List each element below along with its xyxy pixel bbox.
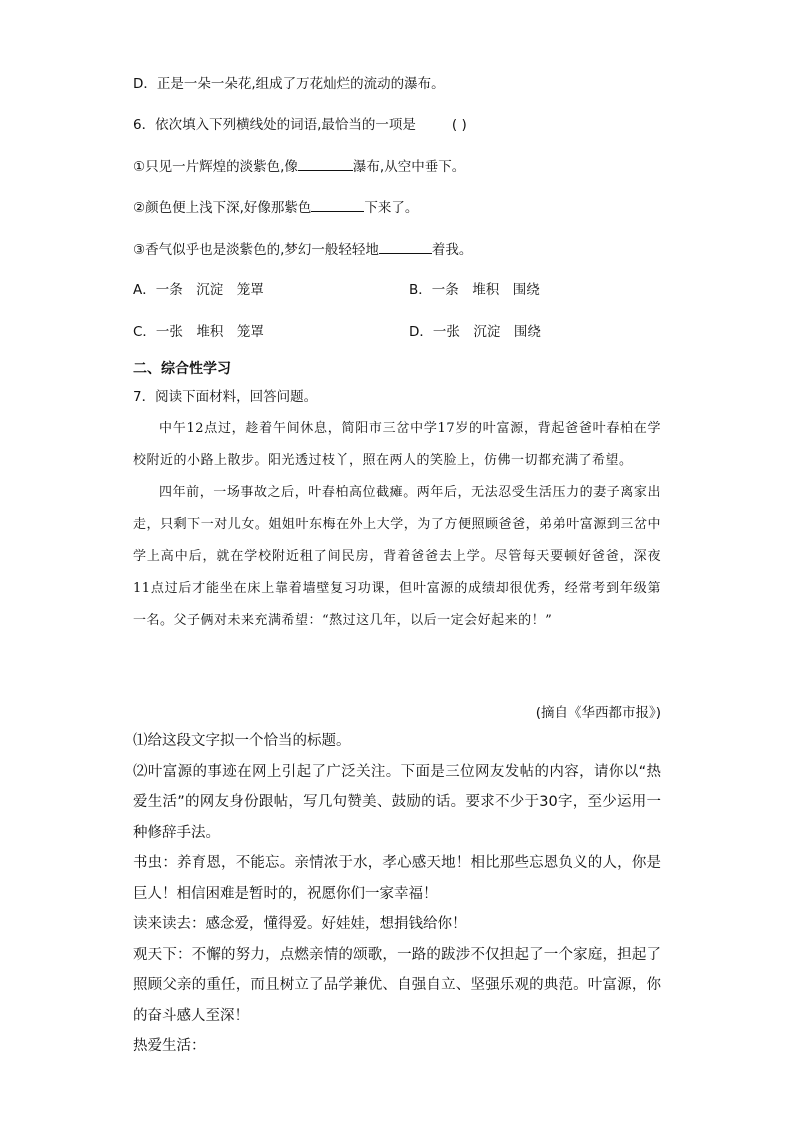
q6-blank-1: [298, 157, 353, 171]
q6-option-b: B．一条 堆积 围绕: [409, 282, 540, 298]
q6-stem-text: 6．依次填入下列横线处的词语,最恰当的一项是: [133, 117, 416, 133]
q6-answer-paren: ( ): [451, 117, 467, 133]
q6-stem: [133, 116, 467, 134]
sub-question-1: ⑴给这段文字拟一个恰当的标题。: [133, 733, 351, 749]
q6-sentence-3: [133, 240, 472, 259]
q6-s2-post: 下来了。: [364, 200, 419, 216]
sub-question-2: ⑵叶富源的事迹在网上引起了广泛关注。下面是三位网友发帖的内容，请你以“热爱生活”的网友身份跟帖，写几句赞美、鼓励的话。要求不少于30字，至少运用一种修辞手法。: [133, 763, 661, 841]
q6-option-c: C．一张 堆积 笼罩: [133, 324, 264, 340]
section-title: 二、综合性学习: [133, 361, 231, 377]
q6-s1-pre: ①只见一片辉煌的淡紫色,像: [133, 159, 298, 175]
netizen-post-3: 观天下：不懈的努力，点燃亲情的颂歌，一路的跋涉不仅担起了一个家庭，担起了照顾父亲的重任，而且树立了品学兼优、自强自立、坚强乐观的典范。叶富源，你的奋斗感人至深！: [133, 946, 661, 1024]
q6-sentence-2: [133, 198, 418, 217]
netizen-post-2: 读来读去：感念爱，懂得爱。好娃娃，想捐钱给你！: [133, 916, 467, 932]
passage-paragraph-2: 四年前，一场事故之后，叶春柏高位截瘫。两年后，无法忍受生活压力的妻子离家出走，只剩下一对儿女。姐姐叶东梅在外上大学，为了方便照顾爸爸，弟弟叶富源到三岔中学上高中后，就在学校附近租了间民房，背着爸爸去上学。尽管每天要顿好爸爸，深夜11点过后才能坐在床上靠着墙壁复习功课，但叶富源的成绩却很优秀，经常考到年级第一名。父子俩对未来充满希望：“熬过这几年，以后一定会好起来的！”: [133, 485, 661, 628]
netizen-post-1: 书虫：养育恩，不能忘。亲情浓于水，孝心感天地！相比那些忘恩负义的人，你是巨人！相信困难是暂时的，祝愿你们一家幸福！: [133, 855, 661, 902]
q6-s3-pre: ③香气似乎也是淡紫色的,梦幻一般轻轻地: [133, 242, 379, 258]
q5-option-d: D．正是一朵一朵花,组成了万花灿烂的流动的瀑布。: [133, 76, 445, 92]
q7-stem: 7．阅读下面材料，回答问题。: [133, 389, 318, 405]
q6-sentence-1: [133, 157, 465, 176]
q6-s2-pre: ②颜色便上浅下深,好像那紫色: [133, 200, 312, 216]
q6-blank-2: [311, 198, 364, 212]
q6-option-d: D．一张 沉淀 围绕: [409, 324, 541, 340]
passage-paragraph-1: 中午12点过，趁着午间休息，简阳市三岔中学17岁的叶富源，背起爸爸叶春柏在学校附近的小路上散步。阳光透过枝丫，照在两人的笑脸上，仿佛一切都充满了希望。: [133, 421, 661, 468]
q6-s3-post: 着我。: [431, 242, 473, 258]
q6-s1-post: 瀑布,从空中垂下。: [352, 159, 466, 175]
q6-option-a: A．一条 沉淀 笼罩: [133, 282, 264, 298]
q6-blank-3: [379, 240, 432, 254]
netizen-post-4-answer: 热爱生活：: [133, 1038, 206, 1054]
q7-subquestions: [133, 726, 661, 1062]
reading-passage: [133, 413, 661, 637]
passage-source: (摘自《华西都市报》): [535, 705, 661, 721]
